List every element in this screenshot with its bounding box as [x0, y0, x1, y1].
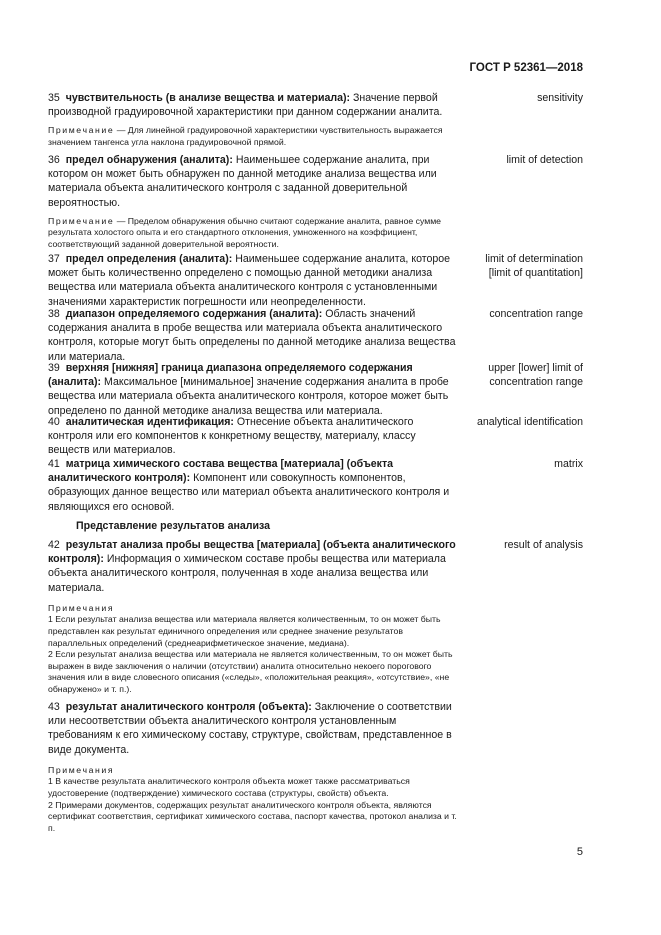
- term-number: 38: [48, 308, 60, 320]
- term-definition: Значение первой производной градуировочной характеристики при данном содержании аналита.: [48, 92, 443, 119]
- term-definition: Наименьшее содержание аналита, при котором он может быть обнаружен по данной методике анализа вещества или материала объекта аналитического контроля с заданной доверительной вероятностью.: [48, 154, 437, 209]
- term-41-paragraph: [48, 457, 457, 514]
- term-37-paragraph: [48, 252, 457, 309]
- term-number: 39: [48, 362, 60, 374]
- term-title: диапазон определяемого содержания (аналита):: [65, 308, 323, 320]
- term-40: [48, 415, 457, 458]
- note-label: Примечание: [48, 125, 115, 136]
- term-43: [48, 700, 457, 834]
- section-heading: Представление результатов анализа: [76, 520, 271, 532]
- term-title: верхняя [нижняя] граница диапазона определяемого содержания (аналита):: [48, 362, 413, 389]
- term-definition: Информация о химическом составе пробы вещества или материала объекта аналитического контроля, полученная в ходе анализа вещества или материала.: [48, 553, 446, 594]
- term-43-note-2: 2 Примерами документов, содержащих результат аналитического контроля объекта, являются сертификат соответствия, сертификат химического состава, паспорт качества, протокол анализа и т. п.: [48, 799, 457, 833]
- term-37: [48, 252, 457, 309]
- term-38: [48, 307, 457, 364]
- term-number: 42: [48, 539, 60, 551]
- term-42-notes-label: [48, 603, 457, 615]
- term-title: предел обнаружения (аналита):: [65, 154, 233, 166]
- term-number: 35: [48, 92, 60, 104]
- term-title: чувствительность (в анализе вещества и материала):: [65, 92, 351, 104]
- notes-label: Примечания: [48, 602, 115, 613]
- term-41-english: matrix: [554, 458, 583, 470]
- term-number: 40: [48, 416, 60, 428]
- term-43-note-1: 1 В качестве результата аналитического контроля объекта может также рассматриваться удостоверение (подтверждение) химического состава (структуры, свойств) объекта.: [48, 776, 410, 798]
- term-39: [48, 361, 457, 418]
- term-43-paragraph: [48, 700, 457, 757]
- term-number: 41: [48, 458, 60, 470]
- term-title: предел определения (аналита):: [65, 253, 233, 265]
- term-36: [48, 153, 457, 251]
- term-39-english: [458, 361, 583, 389]
- term-title: результат анализа пробы вещества [материала] (объекта аналитического контроля):: [48, 539, 456, 566]
- term-definition: Заключение о соответствии или несоответствии объекта аналитического контроля установленным требованиям к его химическому составу, структуре, свойствам, представленное в виде документа.: [48, 701, 452, 756]
- term-definition: Наименьшее содержание аналита, которое может быть количественно определено с помощью данной методики анализа вещества или материала объекта аналитического контроля с установленными значениями характеристик погрешности или неопределенности.: [48, 253, 451, 308]
- page-number: 5: [576, 846, 583, 858]
- term-36-note: [48, 216, 457, 251]
- term-definition: Компонент или совокупность компонентов, образующих данное вещество или материал объекта аналитического контроля и являющихся его основой.: [48, 472, 450, 513]
- term-43-notes-label: [48, 765, 457, 777]
- term-37-english: [458, 252, 583, 280]
- term-number: 43: [48, 701, 60, 713]
- term-title: матрица химического состава вещества [материала] (объекта аналитического контроля):: [48, 458, 394, 485]
- term-number: 36: [48, 154, 60, 166]
- term-36-paragraph: [48, 153, 457, 210]
- term-35-english: sensitivity: [537, 92, 583, 104]
- term-41: [48, 457, 457, 514]
- term-35-note: [48, 125, 457, 148]
- english-line: concentration range: [489, 376, 583, 389]
- english-line: [limit of quantitation]: [488, 267, 583, 280]
- english-line: limit of determination: [485, 253, 583, 265]
- term-title: результат аналитического контроля (объекта):: [65, 701, 312, 713]
- notes-label: Примечания: [48, 764, 115, 775]
- term-38-english: concentration range: [489, 308, 583, 320]
- term-35-paragraph: [48, 91, 457, 119]
- term-40-english: analytical identification: [477, 416, 583, 428]
- term-number: 37: [48, 253, 60, 265]
- term-42-note-2: 2 Если результат анализа вещества или материала не является количественным, то он может быть выражен в виде заключения о наличии (отсутствии) аналита относительно некоего порогового значения или в виде словесного описания («следы», «положительная реакция», «отсутствие», «не обнаружено» и т. п.).: [48, 649, 453, 694]
- english-line: upper [lower] limit of: [488, 362, 583, 374]
- term-definition: Отнесение объекта аналитического контроля или его компонентов к конкретному веществу, материалу, классу веществ или материалов.: [48, 416, 416, 457]
- term-42-note-1: 1 Если результат анализа вещества или материала является количественным, то он может быть представлен как результат единичного определения или среднее значение результатов параллельных определений (среднеарифметическое значение, медиана).: [48, 614, 441, 648]
- term-42: [48, 538, 457, 696]
- term-38-paragraph: [48, 307, 457, 364]
- term-42-paragraph: [48, 538, 457, 595]
- term-42-english: result of analysis: [504, 539, 583, 551]
- note-text: — Пределом обнаружения обычно считают содержание аналита, равное сумме результата холостого опыта и его стандартного отклонения, умноженного на коэффициент, соответствующий заданной доверительной вероятности.: [48, 215, 442, 249]
- term-definition: Максимальное [минимальное] значение содержания аналита в пробе вещества или материала объекта аналитического контроля, которое может быть определено по данной методике анализа вещества или материала.: [48, 376, 449, 417]
- term-40-paragraph: [48, 415, 457, 458]
- term-39-paragraph: [48, 361, 457, 418]
- term-title: аналитическая идентификация:: [65, 416, 234, 428]
- document-header: ГОСТ Р 52361—2018: [469, 62, 583, 74]
- note-text: — Для линейной градуировочной характеристики чувствительность выражается значением тангенса угла наклона градуировочной прямой.: [48, 125, 443, 147]
- term-definition: Область значений содержания аналита в пробе вещества или материала объекта аналитического контроля, которые могут быть определены по данной методике анализа вещества или материала.: [48, 308, 456, 363]
- note-label: Примечание: [48, 215, 115, 226]
- term-36-english: limit of detection: [506, 154, 583, 166]
- term-35: [48, 91, 457, 149]
